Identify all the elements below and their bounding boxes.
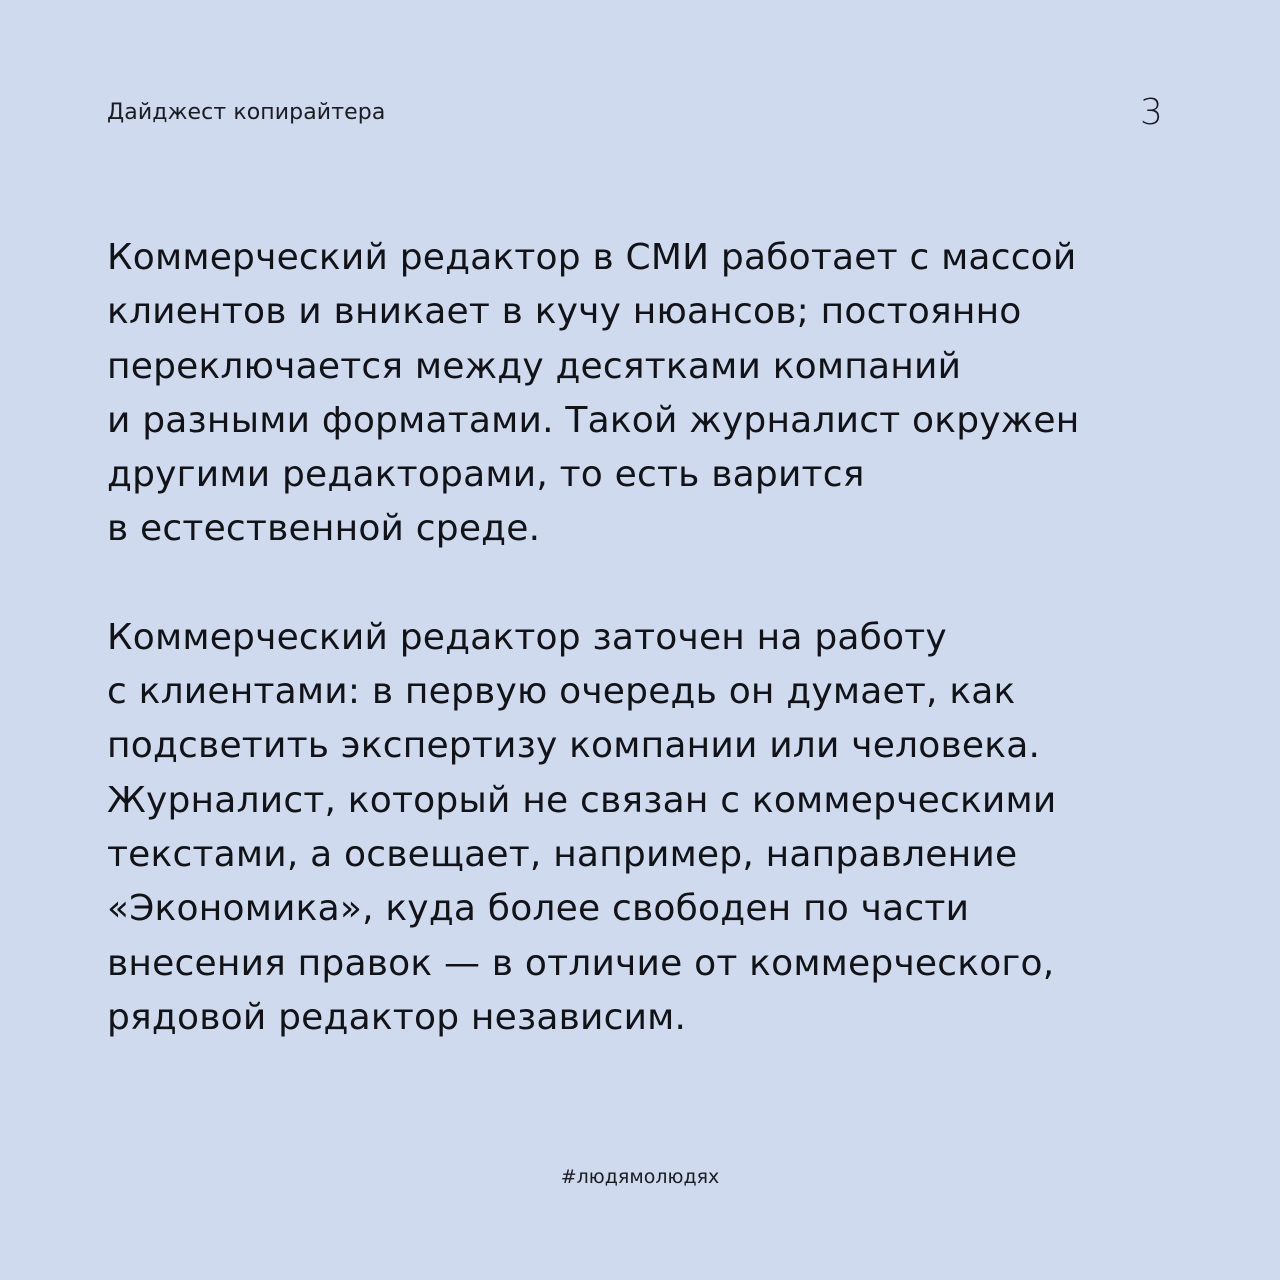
hashtag: #людямолюдях (560, 1166, 720, 1188)
paragraph-1 (107, 231, 1187, 557)
paragraph-2 (107, 611, 1187, 1045)
text-line: клиентов и вникает в кучу нюансов; постоянно (107, 291, 1022, 333)
text-line: текстами, а освещает, например, направление (107, 833, 1018, 875)
text-line: с клиентами: в первую очередь он думает, как (107, 671, 1016, 713)
text-line: переключается между десятками компаний (107, 345, 962, 387)
text-line: «Экономика», куда более свободен по части (107, 888, 970, 930)
header-title: Дайджест копирайтера (107, 100, 386, 125)
text-line: подсветить экспертизу компании или человека. (107, 725, 1041, 767)
text-line: в естественной среде. (107, 508, 541, 550)
text-line: Журналист, который не связан с коммерческими (107, 779, 1057, 821)
text-line: Коммерческий редактор заточен на работу (107, 616, 947, 658)
page-number: 3 (1140, 92, 1163, 133)
text-line: другими редакторами, то есть варится (107, 454, 865, 496)
article-body (107, 231, 1187, 1045)
text-line: рядовой редактор независим. (107, 996, 687, 1038)
text-line: внесения правок — в отличие от коммерческого, (107, 942, 1055, 984)
text-line: и разными форматами. Такой журналист окружен (107, 399, 1080, 441)
text-line: Коммерческий редактор в СМИ работает с массой (107, 237, 1077, 278)
